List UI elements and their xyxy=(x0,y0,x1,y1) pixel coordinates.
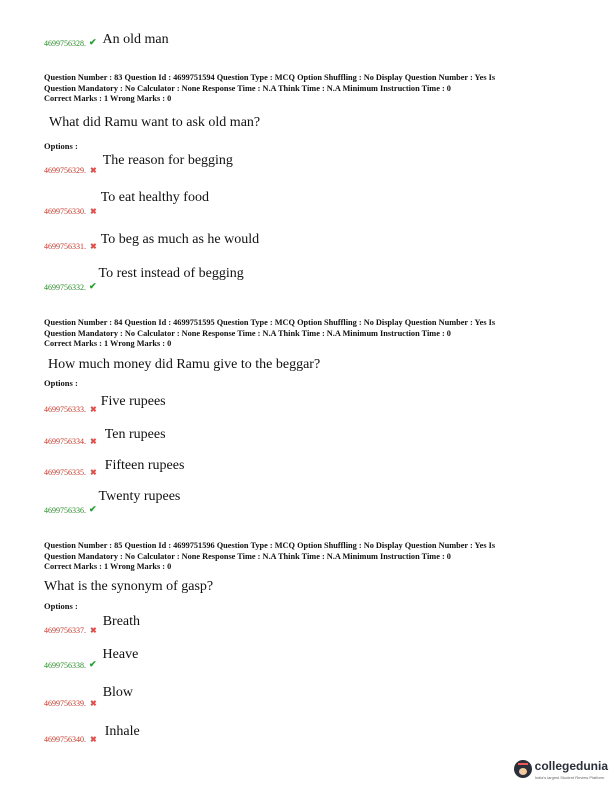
correct-check-icon: ✔ xyxy=(89,659,97,669)
correct-check-icon: ✔ xyxy=(89,37,97,47)
wrong-cross-icon: ✖ xyxy=(90,405,97,414)
option-text: To eat healthy food xyxy=(100,190,209,205)
option-text: Inhale xyxy=(104,724,140,739)
option-row xyxy=(44,726,140,744)
option-id: 4699756330. xyxy=(44,207,86,216)
option-id: 4699756340. xyxy=(44,735,86,744)
options-label: Options : xyxy=(44,601,78,611)
option-text: Fifteen rupees xyxy=(104,458,185,473)
option-text: Breath xyxy=(102,614,141,629)
option-text: Ten rupees xyxy=(104,427,166,442)
option-id: 4699756331. xyxy=(44,242,86,251)
question-meta xyxy=(44,318,495,350)
option-text: Heave xyxy=(102,647,139,662)
option-text: To rest instead of begging xyxy=(98,266,244,281)
correct-check-icon: ✔ xyxy=(89,504,97,514)
options-label: Options : xyxy=(44,141,78,151)
correct-check-icon: ✔ xyxy=(89,281,97,291)
option-id: 4699756338. xyxy=(44,661,86,670)
wrong-cross-icon: ✖ xyxy=(90,207,97,216)
question-meta xyxy=(44,541,495,573)
option-text: An old man xyxy=(102,32,169,47)
option-text: The reason for begging xyxy=(102,153,233,168)
logo-tagline: India's largest Student Review Platform xyxy=(534,775,605,780)
option-row xyxy=(44,190,209,216)
wrong-cross-icon: ✖ xyxy=(90,735,97,744)
logo-name: collegedunia xyxy=(534,759,608,773)
question-text: What did Ramu want to ask old man? xyxy=(49,115,261,130)
option-row xyxy=(44,428,166,446)
collegedunia-logo xyxy=(514,757,608,780)
meta-line: Question Mandatory : No Calculator : None Response Time : N.A Think Time : N.A Minimum Instruction Time : 0 xyxy=(44,551,451,561)
option-text: To beg as much as he would xyxy=(100,232,260,247)
option-row xyxy=(44,233,259,251)
question-text: How much money did Ramu give to the beggar? xyxy=(48,357,321,372)
meta-line: Question Number : 85 Question Id : 4699751596 Question Type : MCQ Option Shuffling : No Display Question Number : Yes Is xyxy=(44,541,496,550)
wrong-cross-icon: ✖ xyxy=(90,437,97,446)
option-row xyxy=(44,153,233,175)
option-id: 4699756337. xyxy=(44,626,86,635)
option-text: Blow xyxy=(102,685,134,700)
question-meta xyxy=(44,73,495,105)
option-row xyxy=(44,685,134,708)
wrong-cross-icon: ✖ xyxy=(90,242,97,251)
meta-line: Correct Marks : 1 Wrong Marks : 0 xyxy=(44,94,172,104)
option-id: 4699756333. xyxy=(44,405,86,414)
option-row xyxy=(44,30,169,48)
option-id: 4699756329. xyxy=(44,166,86,175)
option-id: 4699756334. xyxy=(44,437,86,446)
option-id: 4699756335. xyxy=(44,468,86,477)
meta-line: Correct Marks : 1 Wrong Marks : 0 xyxy=(44,339,172,349)
option-id: 4699756332. xyxy=(44,283,86,292)
option-text: Five rupees xyxy=(100,394,166,409)
meta-line: Question Mandatory : No Calculator : None Response Time : N.A Think Time : N.A Minimum Instruction Time : 0 xyxy=(44,83,451,93)
option-row xyxy=(44,647,139,670)
option-text: Twenty rupees xyxy=(98,489,181,504)
options-label: Options : xyxy=(44,378,78,388)
wrong-cross-icon: ✖ xyxy=(90,699,97,708)
meta-line: Question Number : 83 Question Id : 4699751594 Question Type : MCQ Option Shuffling : No Display Question Number : Yes Is xyxy=(44,73,496,82)
question-text: What is the synonym of gasp? xyxy=(44,579,214,594)
option-row xyxy=(44,489,181,515)
option-id: 4699756336. xyxy=(44,506,86,515)
option-row xyxy=(44,614,141,635)
student-mascot-icon xyxy=(514,760,532,778)
logo-wordmark xyxy=(535,757,608,780)
option-id: 4699756339. xyxy=(44,699,86,708)
option-row xyxy=(44,459,184,477)
option-row xyxy=(44,396,166,414)
option-id: 4699756328. xyxy=(44,39,86,48)
wrong-cross-icon: ✖ xyxy=(90,468,97,477)
wrong-cross-icon: ✖ xyxy=(90,166,97,175)
wrong-cross-icon: ✖ xyxy=(90,626,97,635)
meta-line: Question Number : 84 Question Id : 4699751595 Question Type : MCQ Option Shuffling : No Display Question Number : Yes Is xyxy=(44,318,496,327)
option-row xyxy=(44,266,244,292)
meta-line: Correct Marks : 1 Wrong Marks : 0 xyxy=(44,562,172,572)
meta-line: Question Mandatory : No Calculator : None Response Time : N.A Think Time : N.A Minimum Instruction Time : 0 xyxy=(44,328,451,338)
